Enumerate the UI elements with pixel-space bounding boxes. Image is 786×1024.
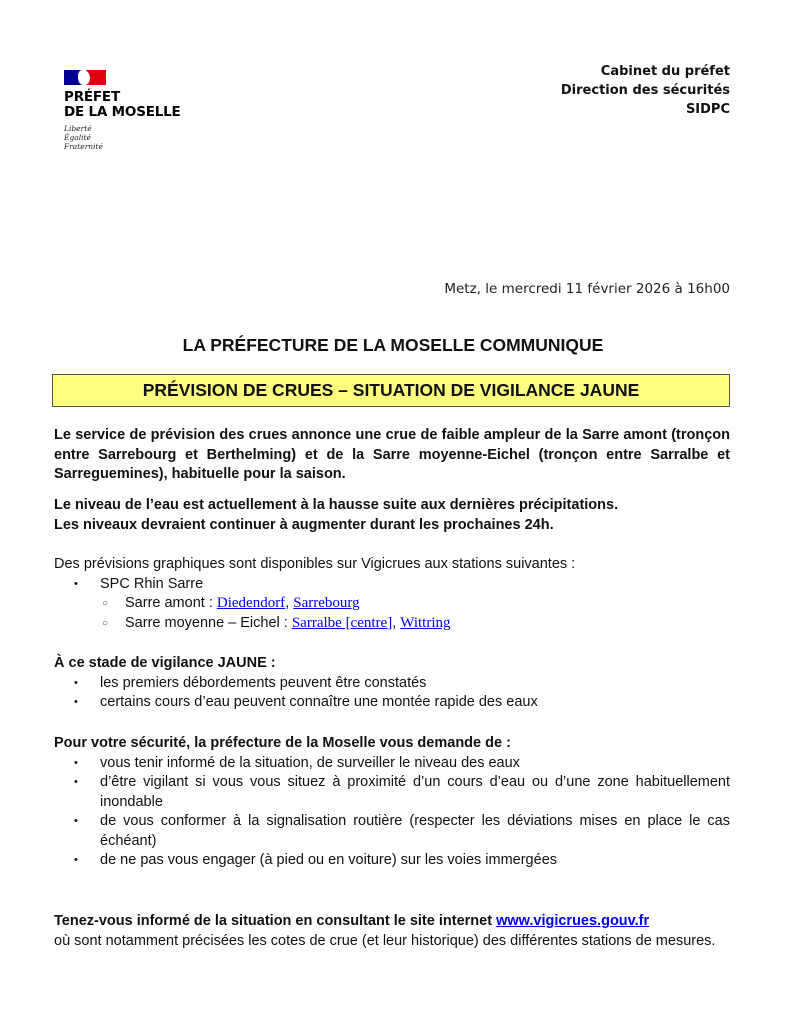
bullet-icon: • <box>74 756 78 769</box>
service-line-cabinet: Cabinet du préfet <box>600 64 730 79</box>
bullet-icon: • <box>74 815 78 827</box>
motto-fraternite: Fraternité <box>64 142 103 151</box>
circle-bullet-icon: ○ <box>102 617 109 629</box>
service-line-sidpc: SIDPC <box>685 102 730 117</box>
spc-name: SPC Rhin Sarre <box>100 575 204 592</box>
prefecture-logo <box>64 70 181 151</box>
level-line-1: Le niveau de l’eau est actuellement à la hausse suite aux dernières précipitations. <box>54 497 619 513</box>
intro-paragraph <box>54 426 730 485</box>
list-item <box>54 812 730 851</box>
station-link-wittring[interactable]: Wittring <box>400 614 451 631</box>
bullet-icon: • <box>74 577 78 590</box>
separator: , <box>285 595 294 611</box>
station-link-diedendorf[interactable]: Diedendorf <box>216 595 286 611</box>
safety-item: vous tenir informé de la situation, de surveiller le niveau des eaux <box>100 754 520 771</box>
intro-text: Le service de prévision des crues annonce une crue de faible ampleur de la Sarre amont (tronçon entre Sarrebourg et Berthelming) et de la Sarre moyenne-Eichel (tronçon entre Sarralbe et Sarreguemines), habituelle pour la saison. <box>54 427 730 482</box>
list-item <box>54 773 730 812</box>
issuing-service <box>561 62 730 119</box>
list-item-spc <box>54 575 730 634</box>
vigilance-alert-banner <box>52 374 730 407</box>
vigilance-section <box>54 654 730 713</box>
footer-lead: Tenez-vous informé de la situation en consultant le site internet <box>54 913 497 929</box>
bullet-icon: • <box>74 676 78 689</box>
marianne-profile <box>78 70 90 85</box>
water-level-paragraph <box>54 496 730 535</box>
motto-liberte: Liberté <box>64 124 92 133</box>
station-link-sarralbe[interactable]: Sarralbe [centre] <box>291 614 393 631</box>
footer-rest: où sont notamment précisées les cotes de crue (et leur historique) des différentes stations de mesures. <box>54 932 716 949</box>
safety-list <box>54 754 730 871</box>
bullet-icon: • <box>74 696 78 708</box>
motto-egalite: Égalité <box>64 133 91 142</box>
dateline: Metz, le mercredi 11 février 2026 à 16h00 <box>444 281 730 297</box>
level-line-2: Les niveaux devraient continuer à augmenter durant les prochaines 24h. <box>54 516 554 533</box>
station-list <box>54 594 730 633</box>
alert-banner-text: PRÉVISION DE CRUES – SITUATION DE VIGILANCE JAUNE <box>142 380 640 400</box>
vigilance-item: certains cours d’eau peuvent connaître une montée rapide des eaux <box>100 694 538 710</box>
vigicrues-link[interactable]: www.vigicrues.gouv.fr <box>496 913 650 929</box>
vigilance-item: les premiers débordements peuvent être constatés <box>100 674 427 691</box>
list-item <box>54 674 730 694</box>
bullet-icon: • <box>74 854 78 866</box>
separator: , <box>392 614 401 631</box>
section-label: Sarre amont : <box>125 595 217 611</box>
section-label: Sarre moyenne – Eichel : <box>125 614 292 631</box>
station-link-sarrebourg[interactable]: Sarrebourg <box>293 595 360 611</box>
spc-list <box>54 575 730 634</box>
footer-lead-line <box>54 912 730 932</box>
safety-heading: Pour votre sécurité, la préfecture de la Moselle vous demande de : <box>54 735 511 751</box>
vigilance-heading: À ce stade de vigilance JAUNE : <box>54 655 276 671</box>
bullet-icon: • <box>74 776 78 788</box>
safety-section <box>54 734 730 871</box>
list-item <box>54 851 730 871</box>
list-item <box>54 754 730 774</box>
list-item-sarre-moyenne <box>54 614 730 634</box>
list-item <box>54 693 730 713</box>
logo-title-line2: DE LA MOSELLE <box>64 104 181 120</box>
republic-motto <box>64 124 181 151</box>
forecasts-intro: Des prévisions graphiques sont disponibles sur Vigicrues aux stations suivantes : <box>54 556 576 572</box>
communique-title: LA PRÉFECTURE DE LA MOSELLE COMMUNIQUE <box>182 335 604 355</box>
footer-paragraph <box>54 912 730 951</box>
list-item-sarre-amont <box>54 594 730 614</box>
marianne-flag-icon <box>64 70 106 85</box>
safety-item: d’être vigilant si vous vous situez à proximité d’un cours d’eau ou d’une zone habituellement inondable <box>100 774 730 810</box>
forecast-stations-section <box>54 555 730 633</box>
safety-item: de ne pas vous engager (à pied ou en voiture) sur les voies immergées <box>100 852 558 868</box>
service-line-direction: Direction des sécurités <box>560 83 730 98</box>
safety-item: de vous conformer à la signalisation routière (respecter les déviations mises en place le cas échéant) <box>100 813 730 849</box>
vigilance-list <box>54 674 730 713</box>
logo-title-line1: PRÉFET <box>64 89 120 105</box>
circle-bullet-icon: ○ <box>102 598 109 609</box>
